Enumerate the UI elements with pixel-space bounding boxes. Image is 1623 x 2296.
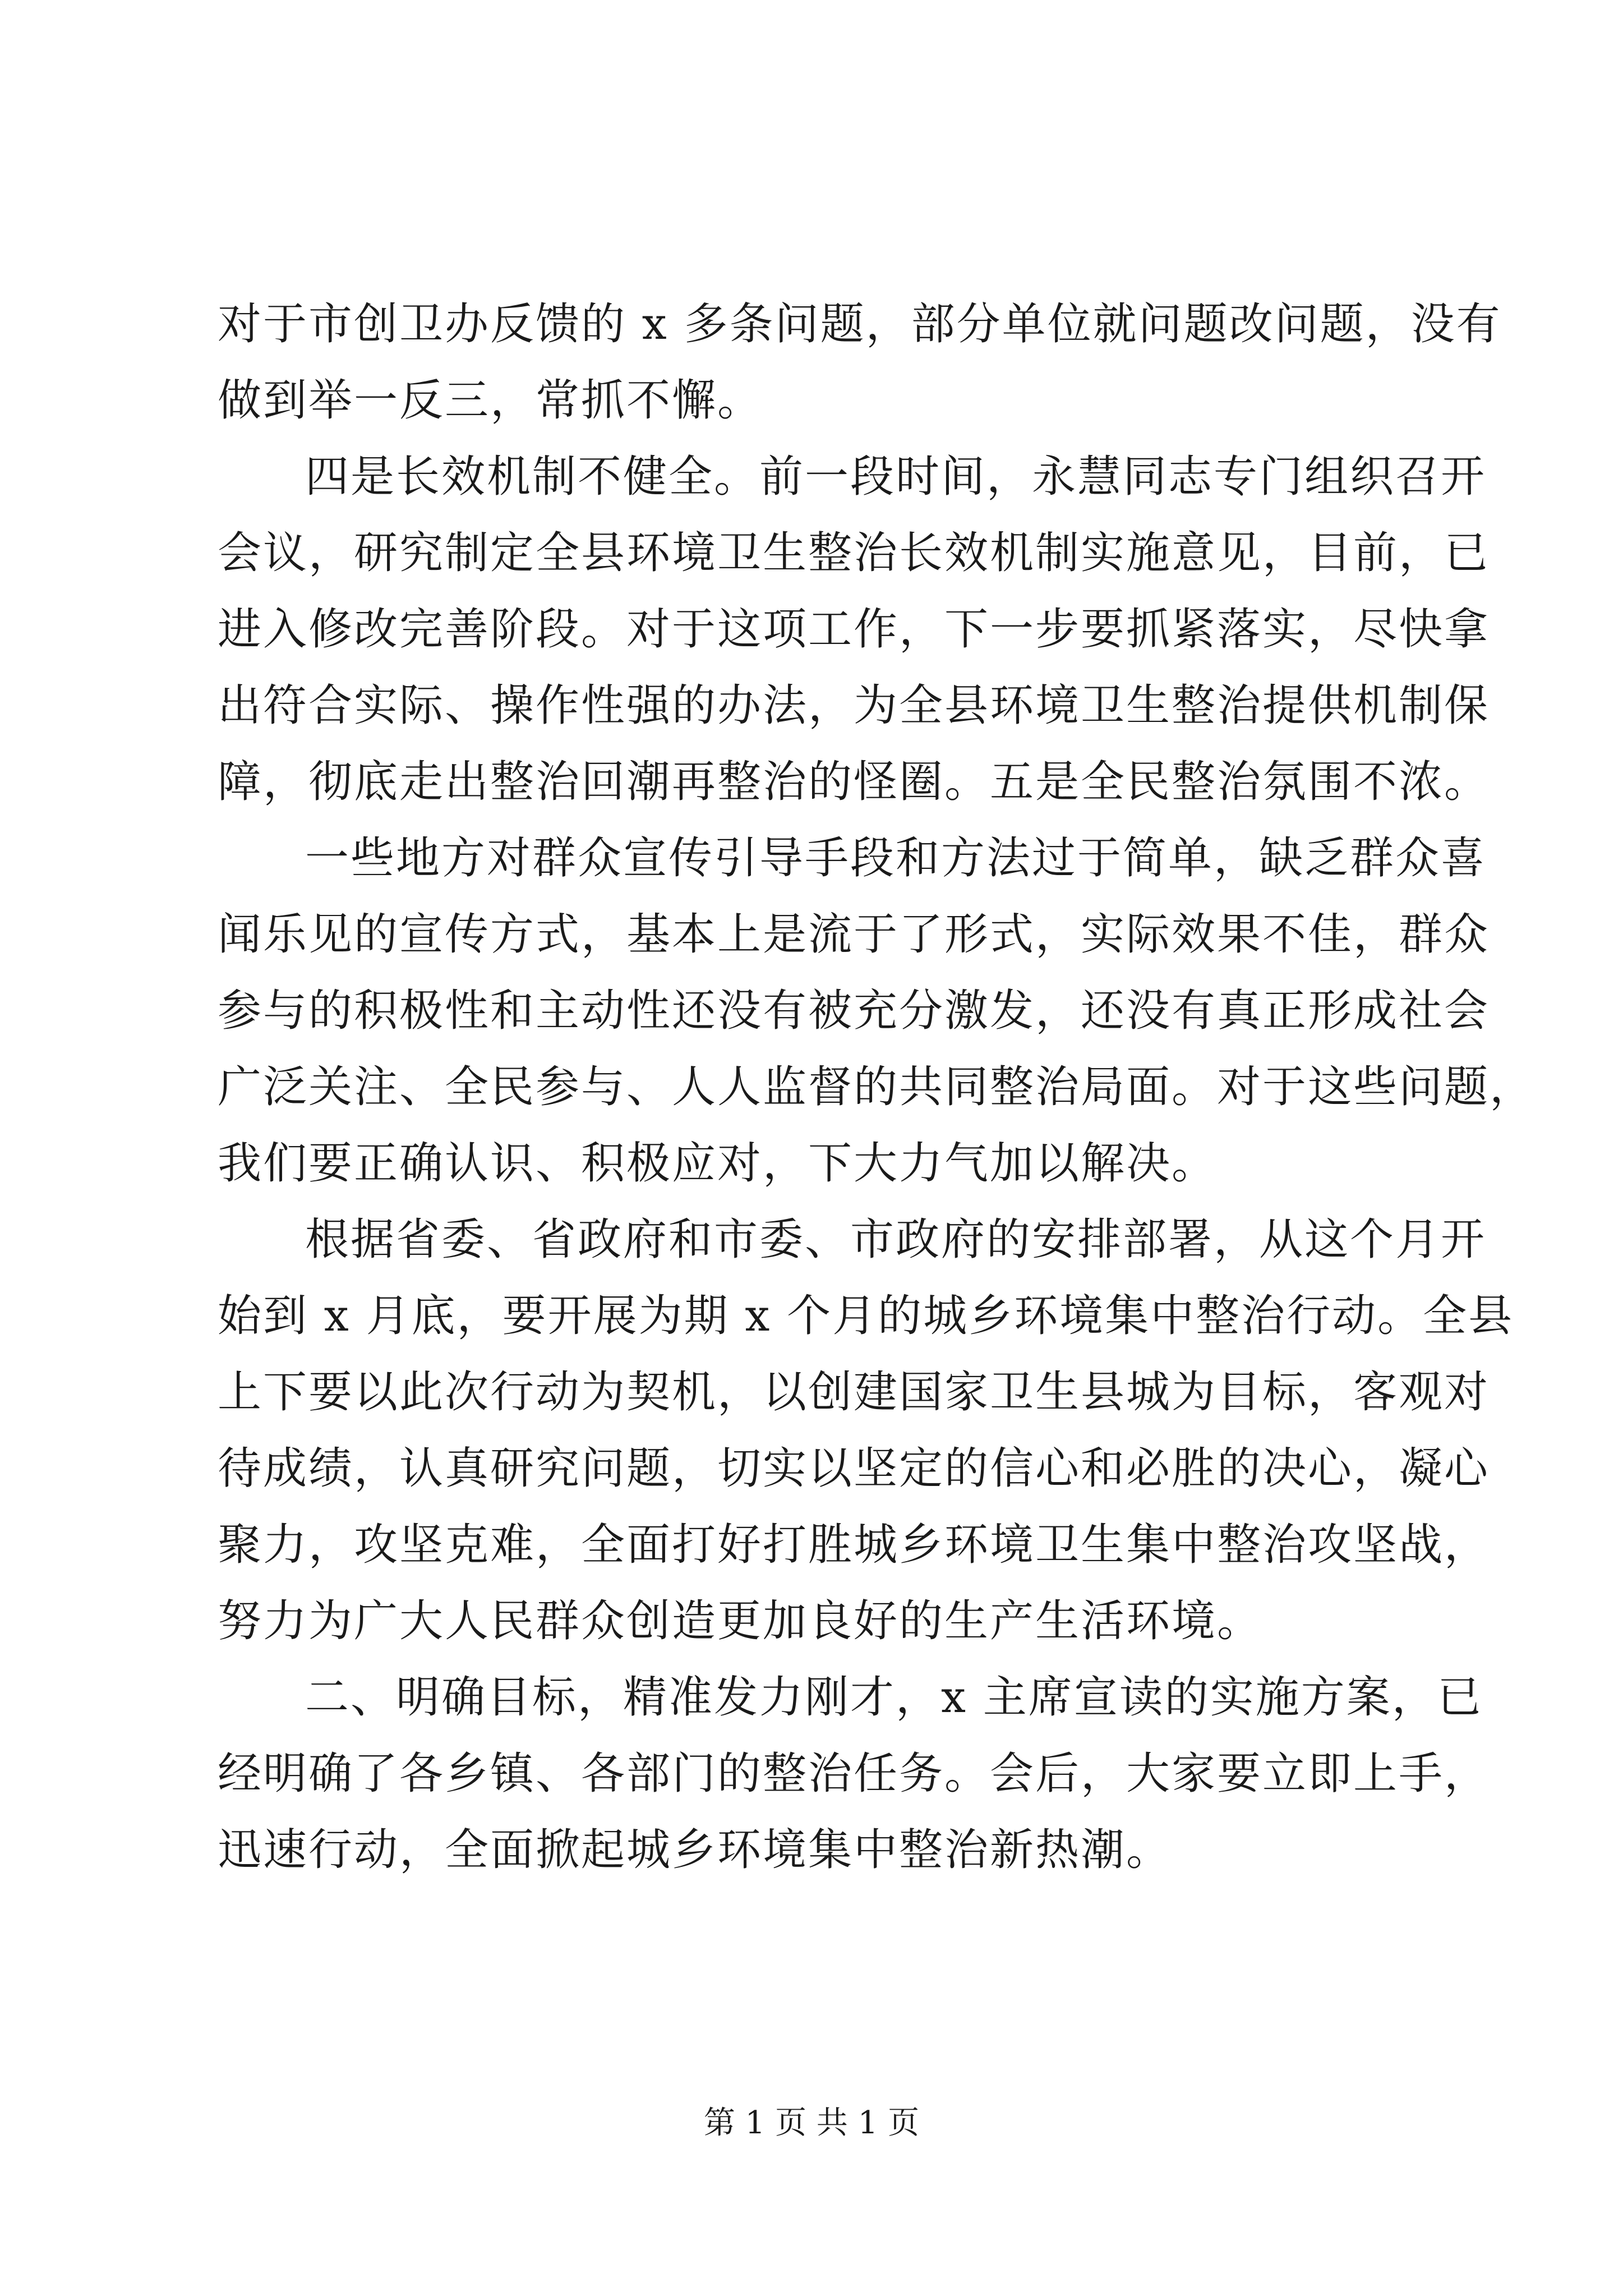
text-line: 根据省委、省政府和市委、市政府的安排部署，从这个月开 [305,1214,1487,1265]
text-line: 参与的积极性和主动性还没有被充分激发，还没有真正形成社会 [218,986,1490,1036]
text-line: 迅速行动，全面掀起城乡环境集中整治新热潮。 [218,1825,1172,1875]
text-line: 对于市创卫办反馈的 x 多条问题，部分单位就问题改问题，没有 [218,299,1502,349]
text-line: 会议，研究制定全县环境卫生整治长效机制实施意见，目前，已 [218,528,1490,578]
text-line: 广泛关注、全民参与、人人监督的共同整治局面。对于这些问题， [218,1062,1536,1112]
text-line: 障，彻底走出整治回潮再整治的怪圈。五是全民整治氛围不浓。 [218,757,1490,807]
text-line: 上下要以此次行动为契机，以创建国家卫生县城为目标，客观对 [218,1367,1490,1418]
text-line: 聚力，攻坚克难，全面打好打胜城乡环境卫生集中整治攻坚战， [218,1520,1490,1570]
text-line: 经明确了各乡镇、各部门的整治任务。会后，大家要立即上手， [218,1749,1490,1799]
text-line: 努力为广大人民群众创造更加良好的生产生活环境。 [218,1596,1263,1646]
body-text [218,286,1536,1888]
text-line: 进入修改完善阶段。对于这项工作，下一步要抓紧落实，尽快拿 [218,604,1490,655]
text-line: 我们要正确认识、积极应对，下大力气加以解决。 [218,1138,1218,1189]
text-line: 四是长效机制不健全。前一段时间，永慧同志专门组织召开 [305,452,1487,502]
text-line: 做到举一反三，常抓不懈。 [218,375,763,426]
text-line: 二、明确目标，精准发力刚才，x 主席宣读的实施方案，已 [305,1672,1483,1723]
text-line: 待成绩，认真研究问题，切实以坚定的信心和必胜的决心，凝心 [218,1443,1490,1494]
page-footer: 第 1 页 共 1 页 [703,2105,920,2141]
text-line: 一些地方对群众宣传引导手段和方法过于简单，缺乏群众喜 [305,833,1487,884]
text-line: 出符合实际、操作性强的办法，为全县环境卫生整治提供机制保 [218,680,1490,731]
text-line: 始到 x 月底，要开展为期 x 个月的城乡环境集中整治行动。全县 [218,1291,1514,1341]
text-line: 闻乐见的宣传方式，基本上是流于了形式，实际效果不佳，群众 [218,909,1490,960]
